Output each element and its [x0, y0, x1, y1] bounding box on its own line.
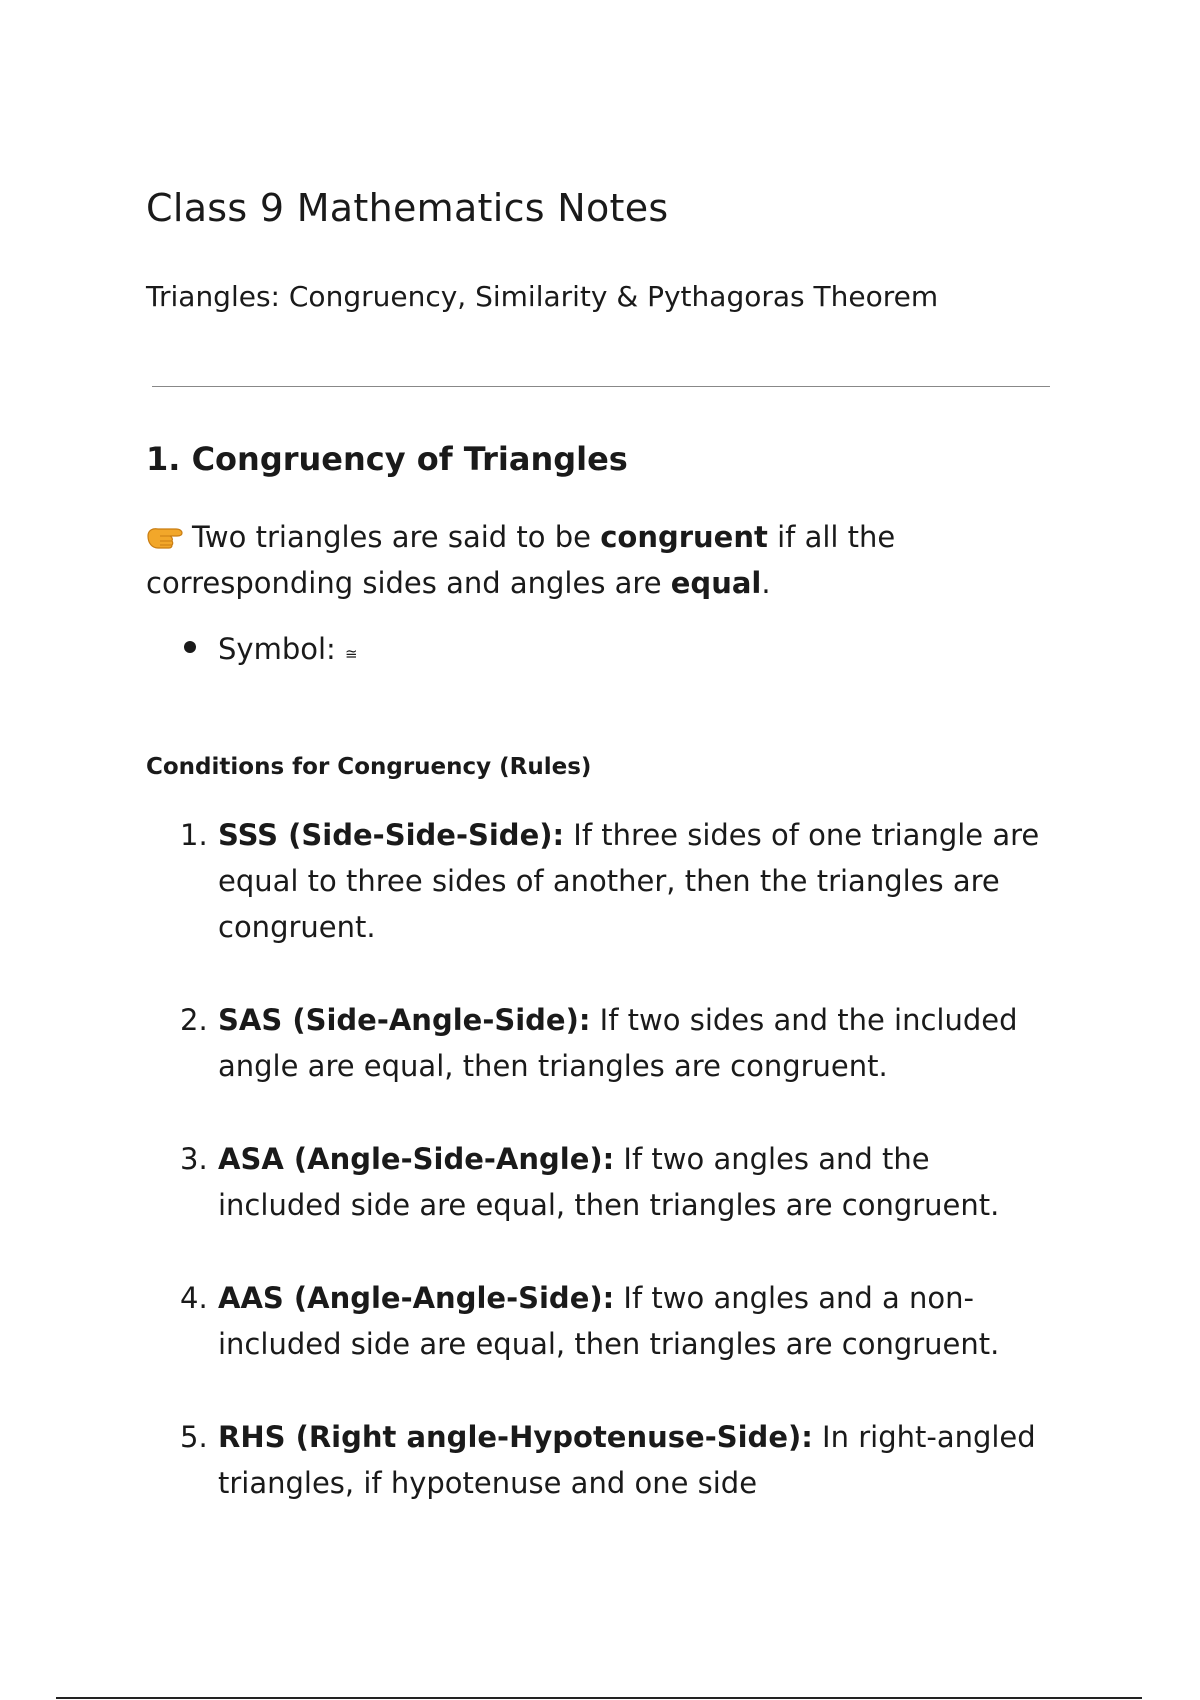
- page-subtitle: Triangles: Congruency, Similarity & Pythagoras Theorem: [146, 280, 939, 313]
- intro-bold-equal: equal: [670, 566, 762, 600]
- conditions-heading: Conditions for Congruency (Rules): [146, 754, 592, 780]
- symbol-bullet: [184, 632, 358, 666]
- rule-text: If three sides of one triangle are equal to three sides of another, then the triangles are congruent.: [218, 818, 1040, 944]
- divider: [152, 386, 1050, 387]
- rule-title: AAS (Angle-Angle-Side):: [218, 1281, 615, 1315]
- rule-title: ASA (Angle-Side-Angle):: [218, 1142, 615, 1176]
- intro-text-3: .: [761, 566, 771, 600]
- symbol-value: ≅: [345, 645, 358, 663]
- rule-title: SAS (Side-Angle-Side):: [218, 1003, 591, 1037]
- intro-bold-congruent: congruent: [600, 520, 768, 554]
- list-number: 2.: [180, 1003, 208, 1037]
- bullet-dot: [184, 641, 196, 653]
- rule-text: If two angles and a non-included side are equal, then triangles are congruent.: [218, 1281, 1000, 1361]
- rule-text: If two angles and the included side are equal, then triangles are congruent.: [218, 1142, 1000, 1222]
- pointing-hand-icon: [146, 522, 184, 550]
- intro-text-2: if all the corresponding sides and angles are: [146, 520, 896, 600]
- list-number: 3.: [180, 1142, 208, 1176]
- list-item: [146, 1136, 1054, 1228]
- list-number: 4.: [180, 1281, 208, 1315]
- conditions-list: [146, 812, 1056, 1553]
- rule-text: In right-angled triangles, if hypotenuse and one side: [218, 1420, 1036, 1500]
- rule-title: RHS (Right angle-Hypotenuse-Side):: [218, 1420, 813, 1454]
- page-bottom-divider: [56, 1697, 1142, 1699]
- intro-text-1: Two triangles are said to be: [192, 520, 601, 554]
- list-item: [146, 812, 1054, 950]
- page-title: Class 9 Mathematics Notes: [146, 186, 669, 230]
- section-heading: 1. Congruency of Triangles: [146, 440, 628, 478]
- intro-paragraph: [146, 514, 1046, 606]
- list-item: [146, 1414, 1054, 1506]
- list-item: [146, 1275, 1054, 1367]
- list-number: 5.: [180, 1420, 208, 1454]
- symbol-label: Symbol:: [218, 632, 346, 666]
- rule-title: SSS (Side-Side-Side):: [218, 818, 565, 852]
- rule-text: If two sides and the included angle are equal, then triangles are congruent.: [218, 1003, 1018, 1083]
- list-item: [146, 997, 1054, 1089]
- list-number: 1.: [180, 818, 208, 852]
